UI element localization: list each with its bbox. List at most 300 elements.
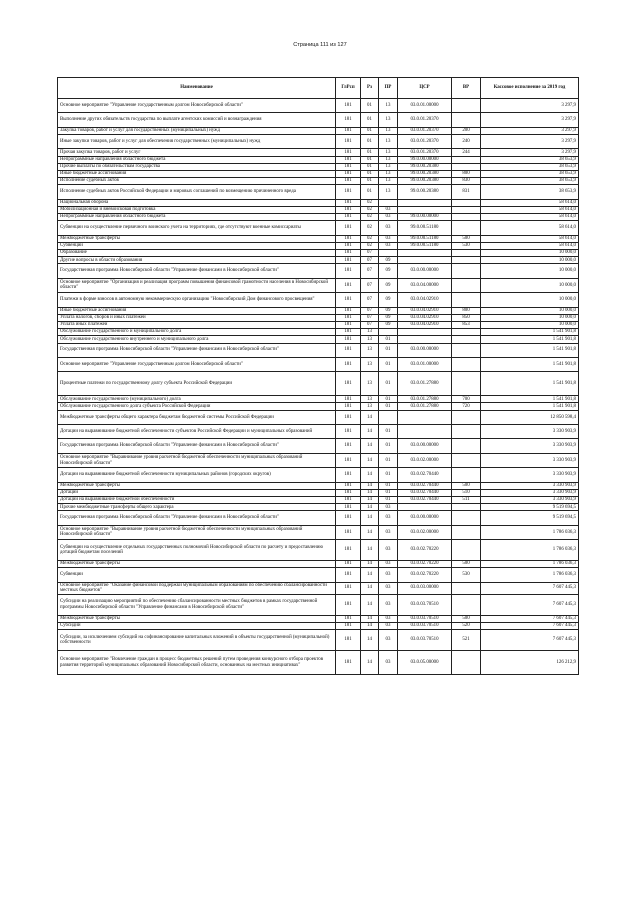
cell-amount: 1 541 901,8 bbox=[481, 329, 579, 336]
cell-pr: 01 bbox=[379, 396, 398, 403]
cell-name: Дотации на выравнивание бюджетной обеспеченности субъектов Российской Федерации и муниципальных образований bbox=[58, 425, 336, 439]
column-header-vr: ВР bbox=[452, 78, 481, 99]
cell-amount: 3 297,9 bbox=[481, 127, 579, 134]
cell-csr bbox=[398, 329, 452, 336]
table-row bbox=[58, 525, 579, 539]
cell-pr: 01 bbox=[379, 439, 398, 453]
page-number-label: Страница 111 из 127 bbox=[293, 42, 347, 48]
cell-vr: 244 bbox=[452, 149, 481, 156]
cell-csr: 99.0.00.20380 bbox=[398, 185, 452, 199]
cell-name: Дотации bbox=[58, 489, 336, 496]
cell-amount: 10 000,0 bbox=[481, 257, 579, 264]
cell-rz: 14 bbox=[361, 568, 379, 582]
cell-amount: 1 541 901,8 bbox=[481, 396, 579, 403]
cell-name: Непрограммные направления областного бюджета bbox=[58, 214, 336, 221]
table-row bbox=[58, 307, 579, 314]
table-row bbox=[58, 314, 579, 321]
cell-name: Основное мероприятие "Управление государственным долгом Новосибирской области" bbox=[58, 357, 336, 371]
cell-pr: 01 bbox=[379, 336, 398, 343]
cell-name: Межбюджетные трансферты bbox=[58, 561, 336, 568]
cell-csr bbox=[398, 336, 452, 343]
table-row bbox=[58, 504, 579, 511]
table-row bbox=[58, 250, 579, 257]
cell-vr: 520 bbox=[452, 622, 481, 629]
cell-rz: 07 bbox=[361, 307, 379, 314]
cell-amount: 38 653,9 bbox=[481, 156, 579, 163]
cell-vr bbox=[452, 651, 481, 675]
cell-glrsp: 181 bbox=[336, 214, 361, 221]
cell-vr bbox=[452, 163, 481, 170]
cell-amount: 1 541 901,8 bbox=[481, 343, 579, 357]
cell-amount: 1 541 901,8 bbox=[481, 372, 579, 396]
cell-csr: 03.0.01.20370 bbox=[398, 113, 452, 127]
cell-name: Другие вопросы в области образования bbox=[58, 257, 336, 264]
table-row bbox=[58, 336, 579, 343]
cell-pr: 03 bbox=[379, 540, 398, 561]
cell-pr: 03 bbox=[379, 206, 398, 213]
cell-pr: 01 bbox=[379, 496, 398, 503]
cell-csr: 99.0.00.00000 bbox=[398, 214, 452, 221]
cell-name: Процентные платежи по государственному долгу субъекта Российской Федерации bbox=[58, 372, 336, 396]
cell-vr: 530 bbox=[452, 568, 481, 582]
table-row bbox=[58, 293, 579, 307]
cell-vr bbox=[452, 410, 481, 424]
table-row bbox=[58, 489, 579, 496]
cell-pr: 09 bbox=[379, 314, 398, 321]
cell-vr: 800 bbox=[452, 170, 481, 177]
cell-amount: 7 607 445,3 bbox=[481, 594, 579, 615]
table-row bbox=[58, 257, 579, 264]
table-row bbox=[58, 425, 579, 439]
cell-glrsp: 181 bbox=[336, 250, 361, 257]
budget-execution-table bbox=[57, 77, 579, 675]
table-row bbox=[58, 170, 579, 177]
cell-rz: 07 bbox=[361, 257, 379, 264]
cell-pr: 03 bbox=[379, 525, 398, 539]
cell-csr: 03.0.03.70510 bbox=[398, 630, 452, 651]
cell-glrsp: 181 bbox=[336, 540, 361, 561]
cell-glrsp: 181 bbox=[336, 185, 361, 199]
cell-glrsp: 181 bbox=[336, 622, 361, 629]
cell-rz: 07 bbox=[361, 264, 379, 278]
cell-pr: 03 bbox=[379, 630, 398, 651]
cell-name: Выполнение других обязательств государства по выплате агентских комиссий и вознаграждения bbox=[58, 113, 336, 127]
cell-name: Обслуживание государственного долга субъекта Российской Федерации bbox=[58, 403, 336, 410]
cell-rz: 13 bbox=[361, 396, 379, 403]
cell-csr: 99.0.00.51180 bbox=[398, 221, 452, 235]
cell-glrsp: 181 bbox=[336, 170, 361, 177]
cell-csr: 03.0.02.70440 bbox=[398, 468, 452, 482]
cell-pr bbox=[379, 250, 398, 257]
cell-csr: 99.0.00.20380 bbox=[398, 178, 452, 185]
cell-glrsp: 181 bbox=[336, 525, 361, 539]
cell-rz: 14 bbox=[361, 525, 379, 539]
cell-vr bbox=[452, 221, 481, 235]
cell-pr: 09 bbox=[379, 293, 398, 307]
cell-rz: 13 bbox=[361, 403, 379, 410]
table-row bbox=[58, 396, 579, 403]
cell-vr bbox=[452, 372, 481, 396]
cell-amount: 10 000,0 bbox=[481, 278, 579, 292]
cell-csr: 03.0.05.00000 bbox=[398, 651, 452, 675]
cell-glrsp: 181 bbox=[336, 293, 361, 307]
cell-csr: 03.0.02.70220 bbox=[398, 568, 452, 582]
cell-vr: 700 bbox=[452, 396, 481, 403]
cell-csr: 03.0.03.70510 bbox=[398, 615, 452, 622]
cell-glrsp: 181 bbox=[336, 113, 361, 127]
cell-amount: 10 000,0 bbox=[481, 307, 579, 314]
table-row bbox=[58, 127, 579, 134]
cell-glrsp: 181 bbox=[336, 329, 361, 336]
cell-amount: 58 614,0 bbox=[481, 235, 579, 242]
cell-vr bbox=[452, 582, 481, 594]
table-row bbox=[58, 321, 579, 328]
cell-rz: 13 bbox=[361, 372, 379, 396]
cell-amount: 126 212,9 bbox=[481, 651, 579, 675]
cell-pr: 13 bbox=[379, 163, 398, 170]
cell-amount: 3 330 903,9 bbox=[481, 468, 579, 482]
cell-glrsp: 181 bbox=[336, 496, 361, 503]
cell-rz: 14 bbox=[361, 582, 379, 594]
table-row bbox=[58, 439, 579, 453]
cell-vr bbox=[452, 293, 481, 307]
cell-rz: 02 bbox=[361, 242, 379, 249]
cell-rz: 01 bbox=[361, 163, 379, 170]
cell-name: Прочие выплаты по обязательствам государства bbox=[58, 163, 336, 170]
cell-amount: 58 614,0 bbox=[481, 206, 579, 213]
cell-csr: 03.0.01.00000 bbox=[398, 357, 452, 371]
cell-csr: 03.0.01.20370 bbox=[398, 127, 452, 134]
cell-amount: 3 330 903,9 bbox=[481, 482, 579, 489]
cell-amount: 38 653,9 bbox=[481, 178, 579, 185]
cell-glrsp: 181 bbox=[336, 235, 361, 242]
cell-rz: 02 bbox=[361, 214, 379, 221]
cell-csr: 03.0.03.70510 bbox=[398, 594, 452, 615]
cell-vr bbox=[452, 343, 481, 357]
cell-rz: 13 bbox=[361, 336, 379, 343]
cell-rz: 14 bbox=[361, 504, 379, 511]
cell-amount: 7 607 445,3 bbox=[481, 630, 579, 651]
cell-amount: 38 653,9 bbox=[481, 163, 579, 170]
cell-pr: 13 bbox=[379, 134, 398, 148]
cell-pr: 03 bbox=[379, 594, 398, 615]
table-row bbox=[58, 622, 579, 629]
cell-amount: 7 607 445,3 bbox=[481, 622, 579, 629]
cell-pr: 03 bbox=[379, 582, 398, 594]
column-header-pr: ПР bbox=[379, 78, 398, 99]
cell-pr: 01 bbox=[379, 482, 398, 489]
cell-rz: 13 bbox=[361, 357, 379, 371]
cell-glrsp: 181 bbox=[336, 482, 361, 489]
cell-pr: 03 bbox=[379, 615, 398, 622]
cell-glrsp: 181 bbox=[336, 278, 361, 292]
cell-amount: 58 614,0 bbox=[481, 242, 579, 249]
cell-csr: 03.0.04.02910 bbox=[398, 293, 452, 307]
cell-vr bbox=[452, 250, 481, 257]
cell-pr: 09 bbox=[379, 278, 398, 292]
cell-csr bbox=[398, 425, 452, 439]
table-row bbox=[58, 357, 579, 371]
cell-name: Дотации на выравнивание бюджетной обеспеченности муниципальных районов (городских округов) bbox=[58, 468, 336, 482]
cell-pr: 13 bbox=[379, 178, 398, 185]
cell-rz: 14 bbox=[361, 489, 379, 496]
cell-name: Непрограммные направления областного бюджета bbox=[58, 156, 336, 163]
table-row bbox=[58, 372, 579, 396]
cell-vr: 800 bbox=[452, 307, 481, 314]
cell-name: Дотации на выравнивание бюджетной обеспеченности bbox=[58, 496, 336, 503]
cell-glrsp: 181 bbox=[336, 178, 361, 185]
cell-amount: 38 653,9 bbox=[481, 185, 579, 199]
table-header-row bbox=[58, 78, 579, 99]
cell-csr: 03.0.02.70220 bbox=[398, 540, 452, 561]
cell-vr bbox=[452, 278, 481, 292]
table-row bbox=[58, 149, 579, 156]
cell-name: Субсидии bbox=[58, 622, 336, 629]
cell-rz: 07 bbox=[361, 321, 379, 328]
cell-rz: 14 bbox=[361, 615, 379, 622]
cell-glrsp: 181 bbox=[336, 511, 361, 525]
cell-rz: 14 bbox=[361, 496, 379, 503]
cell-amount: 10 000,0 bbox=[481, 264, 579, 278]
cell-rz: 14 bbox=[361, 630, 379, 651]
cell-csr: 03.0.02.00000 bbox=[398, 453, 452, 467]
cell-name: Субвенции bbox=[58, 568, 336, 582]
cell-vr bbox=[452, 214, 481, 221]
cell-amount: 7 607 445,3 bbox=[481, 582, 579, 594]
cell-vr bbox=[452, 99, 481, 113]
cell-rz: 07 bbox=[361, 314, 379, 321]
cell-name: Уплата иных платежей bbox=[58, 321, 336, 328]
cell-pr: 01 bbox=[379, 343, 398, 357]
table-row bbox=[58, 156, 579, 163]
cell-glrsp: 181 bbox=[336, 425, 361, 439]
cell-amount: 10 000,0 bbox=[481, 314, 579, 321]
cell-pr: 09 bbox=[379, 307, 398, 314]
cell-amount: 1 786 036,3 bbox=[481, 525, 579, 539]
cell-amount: 10 000,0 bbox=[481, 293, 579, 307]
cell-csr: 03.0.01.20370 bbox=[398, 149, 452, 156]
table-row bbox=[58, 496, 579, 503]
cell-name: Основное мероприятие "Оказание финансовой поддержки муниципальным образованиям по обеспечению сбалансированности местных бюджетов" bbox=[58, 582, 336, 594]
cell-name: Основное мероприятие "Вовлечение граждан в процесс бюджетных решений путем проведения конкурсного отбора проектов развития территорий муниципальных образований Новосибирской области, основанных на местных инициативах" bbox=[58, 651, 336, 675]
cell-csr: 03.0.03.70510 bbox=[398, 622, 452, 629]
cell-glrsp: 181 bbox=[336, 489, 361, 496]
cell-name: Обслуживание государственного и муниципального долга bbox=[58, 329, 336, 336]
cell-pr: 03 bbox=[379, 622, 398, 629]
cell-vr bbox=[452, 540, 481, 561]
cell-pr: 03 bbox=[379, 511, 398, 525]
cell-pr: 03 bbox=[379, 504, 398, 511]
cell-name: Платежи в форме взносов в автономную некоммерческую организацию "Новосибирский Дом финансового просвещения" bbox=[58, 293, 336, 307]
cell-csr bbox=[398, 257, 452, 264]
cell-vr bbox=[452, 439, 481, 453]
cell-amount: 1 541 901,8 bbox=[481, 336, 579, 343]
cell-glrsp: 181 bbox=[336, 343, 361, 357]
cell-pr: 03 bbox=[379, 242, 398, 249]
table-row bbox=[58, 468, 579, 482]
cell-amount: 3 330 903,9 bbox=[481, 489, 579, 496]
cell-vr bbox=[452, 156, 481, 163]
cell-name: Основное мероприятие "Выравнивание уровня расчетной бюджетной обеспеченности муниципальных образований Новосибирской области" bbox=[58, 525, 336, 539]
cell-glrsp: 181 bbox=[336, 336, 361, 343]
cell-vr bbox=[452, 453, 481, 467]
table-row bbox=[58, 214, 579, 221]
cell-csr: 03.0.04.02910 bbox=[398, 307, 452, 314]
cell-glrsp: 181 bbox=[336, 221, 361, 235]
cell-rz: 14 bbox=[361, 453, 379, 467]
cell-vr bbox=[452, 594, 481, 615]
cell-vr bbox=[452, 199, 481, 206]
column-header-glrsp: ГлРсп bbox=[336, 78, 361, 99]
cell-amount: 3 330 903,9 bbox=[481, 453, 579, 467]
cell-name: Основное мероприятие "Управление государственным долгом Новосибирской области" bbox=[58, 99, 336, 113]
cell-csr: 03.0.01.20370 bbox=[398, 134, 452, 148]
cell-glrsp: 181 bbox=[336, 568, 361, 582]
cell-pr: 09 bbox=[379, 257, 398, 264]
cell-pr: 01 bbox=[379, 403, 398, 410]
cell-vr: 500 bbox=[452, 615, 481, 622]
table-row bbox=[58, 343, 579, 357]
cell-glrsp: 181 bbox=[336, 410, 361, 424]
cell-vr: 853 bbox=[452, 321, 481, 328]
cell-amount: 1 541 901,8 bbox=[481, 403, 579, 410]
cell-csr bbox=[398, 199, 452, 206]
cell-glrsp: 181 bbox=[336, 307, 361, 314]
cell-pr: 01 bbox=[379, 489, 398, 496]
cell-vr: 831 bbox=[452, 185, 481, 199]
cell-name: Прочая закупка товаров, работ и услуг bbox=[58, 149, 336, 156]
cell-pr: 13 bbox=[379, 99, 398, 113]
table-row bbox=[58, 594, 579, 615]
cell-csr: 03.0.02.70440 bbox=[398, 496, 452, 503]
cell-rz: 01 bbox=[361, 156, 379, 163]
cell-name: Уплата налогов, сборов и иных платежей bbox=[58, 314, 336, 321]
cell-pr: 09 bbox=[379, 321, 398, 328]
cell-glrsp: 181 bbox=[336, 615, 361, 622]
cell-name: Субсидии, за исключением субсидий на софинансирование капитальных вложений в объекты государственной (муниципальной) собственности bbox=[58, 630, 336, 651]
cell-amount: 3 297,9 bbox=[481, 99, 579, 113]
table-row bbox=[58, 453, 579, 467]
table-row bbox=[58, 178, 579, 185]
cell-pr: 13 bbox=[379, 127, 398, 134]
cell-csr: 03.0.00.00000 bbox=[398, 343, 452, 357]
cell-csr: 03.0.02.70440 bbox=[398, 489, 452, 496]
cell-amount: 3 330 903,9 bbox=[481, 425, 579, 439]
cell-name: Закупка товаров, работ и услуг для государственных (муниципальных) нужд bbox=[58, 127, 336, 134]
cell-vr bbox=[452, 113, 481, 127]
cell-glrsp: 181 bbox=[336, 199, 361, 206]
cell-rz: 14 bbox=[361, 561, 379, 568]
cell-csr: 03.0.04.00000 bbox=[398, 278, 452, 292]
cell-amount: 12 850 598,4 bbox=[481, 410, 579, 424]
cell-vr bbox=[452, 357, 481, 371]
cell-amount: 10 000,0 bbox=[481, 321, 579, 328]
cell-amount: 1 786 036,3 bbox=[481, 540, 579, 561]
cell-amount: 7 607 445,3 bbox=[481, 615, 579, 622]
table-row bbox=[58, 561, 579, 568]
cell-rz: 14 bbox=[361, 482, 379, 489]
cell-name: Субсидии на реализацию мероприятий по обеспечению сбалансированности местных бюджетов в рамках государственной программы Новосибирской области "Управление финансами в Новосибирской области" bbox=[58, 594, 336, 615]
cell-amount: 1 786 036,3 bbox=[481, 561, 579, 568]
cell-csr: 03.0.02.00000 bbox=[398, 525, 452, 539]
cell-glrsp: 181 bbox=[336, 321, 361, 328]
cell-vr bbox=[452, 257, 481, 264]
cell-glrsp: 181 bbox=[336, 396, 361, 403]
cell-amount: 3 330 903,9 bbox=[481, 496, 579, 503]
cell-glrsp: 181 bbox=[336, 372, 361, 396]
cell-pr: 01 bbox=[379, 372, 398, 396]
table-row bbox=[58, 99, 579, 113]
cell-rz: 14 bbox=[361, 540, 379, 561]
cell-name: Исполнение судебных актов Российской Федерации и мировых соглашений по возмещению причиненного вреда bbox=[58, 185, 336, 199]
cell-glrsp: 181 bbox=[336, 504, 361, 511]
cell-vr: 200 bbox=[452, 127, 481, 134]
cell-amount: 3 297,9 bbox=[481, 113, 579, 127]
cell-name: Межбюджетные трансферты bbox=[58, 235, 336, 242]
cell-rz: 02 bbox=[361, 221, 379, 235]
cell-csr: 03.0.00.00000 bbox=[398, 511, 452, 525]
cell-pr: 01 bbox=[379, 357, 398, 371]
cell-amount: 38 653,9 bbox=[481, 170, 579, 177]
cell-pr: 03 bbox=[379, 568, 398, 582]
table-row bbox=[58, 206, 579, 213]
cell-rz: 14 bbox=[361, 468, 379, 482]
cell-glrsp: 181 bbox=[336, 453, 361, 467]
table-row bbox=[58, 113, 579, 127]
cell-glrsp: 181 bbox=[336, 314, 361, 321]
cell-csr bbox=[398, 504, 452, 511]
cell-pr: 13 bbox=[379, 149, 398, 156]
cell-name: Межбюджетные трансферты bbox=[58, 615, 336, 622]
cell-vr bbox=[452, 329, 481, 336]
cell-glrsp: 181 bbox=[336, 242, 361, 249]
cell-name: Межбюджетные трансферты общего характера бюджетам бюджетной системы Российской Федерации bbox=[58, 410, 336, 424]
cell-amount: 3 297,9 bbox=[481, 134, 579, 148]
cell-csr: 03.0.01.27880 bbox=[398, 403, 452, 410]
cell-vr: 850 bbox=[452, 314, 481, 321]
cell-rz: 01 bbox=[361, 99, 379, 113]
cell-rz: 14 bbox=[361, 511, 379, 525]
cell-glrsp: 181 bbox=[336, 99, 361, 113]
cell-pr: 13 bbox=[379, 170, 398, 177]
cell-rz: 02 bbox=[361, 206, 379, 213]
cell-pr: 13 bbox=[379, 113, 398, 127]
cell-rz: 14 bbox=[361, 410, 379, 424]
cell-amount: 58 614,0 bbox=[481, 221, 579, 235]
cell-pr: 01 bbox=[379, 468, 398, 482]
cell-name: Государственная программа Новосибирской области "Управление финансами в Новосибирской области" bbox=[58, 264, 336, 278]
cell-vr: 830 bbox=[452, 178, 481, 185]
table-row bbox=[58, 582, 579, 594]
table-row bbox=[58, 482, 579, 489]
cell-csr bbox=[398, 410, 452, 424]
cell-amount: 58 614,0 bbox=[481, 199, 579, 206]
cell-glrsp: 181 bbox=[336, 582, 361, 594]
cell-amount: 10 000,0 bbox=[481, 250, 579, 257]
cell-vr: 511 bbox=[452, 496, 481, 503]
cell-name: Государственная программа Новосибирской области "Управление финансами в Новосибирской области" bbox=[58, 439, 336, 453]
cell-csr: 99.0.00.51180 bbox=[398, 242, 452, 249]
cell-rz: 13 bbox=[361, 343, 379, 357]
cell-name: Субвенции на осуществление первичного воинского учета на территориях, где отсутствуют военные комиссариаты bbox=[58, 221, 336, 235]
cell-rz: 01 bbox=[361, 113, 379, 127]
cell-amount: 9 519 694,5 bbox=[481, 511, 579, 525]
cell-name: Иные бюджетные ассигнования bbox=[58, 170, 336, 177]
cell-pr: 01 bbox=[379, 453, 398, 467]
cell-name: Субвенции bbox=[58, 242, 336, 249]
cell-pr: 03 bbox=[379, 214, 398, 221]
cell-glrsp: 181 bbox=[336, 357, 361, 371]
